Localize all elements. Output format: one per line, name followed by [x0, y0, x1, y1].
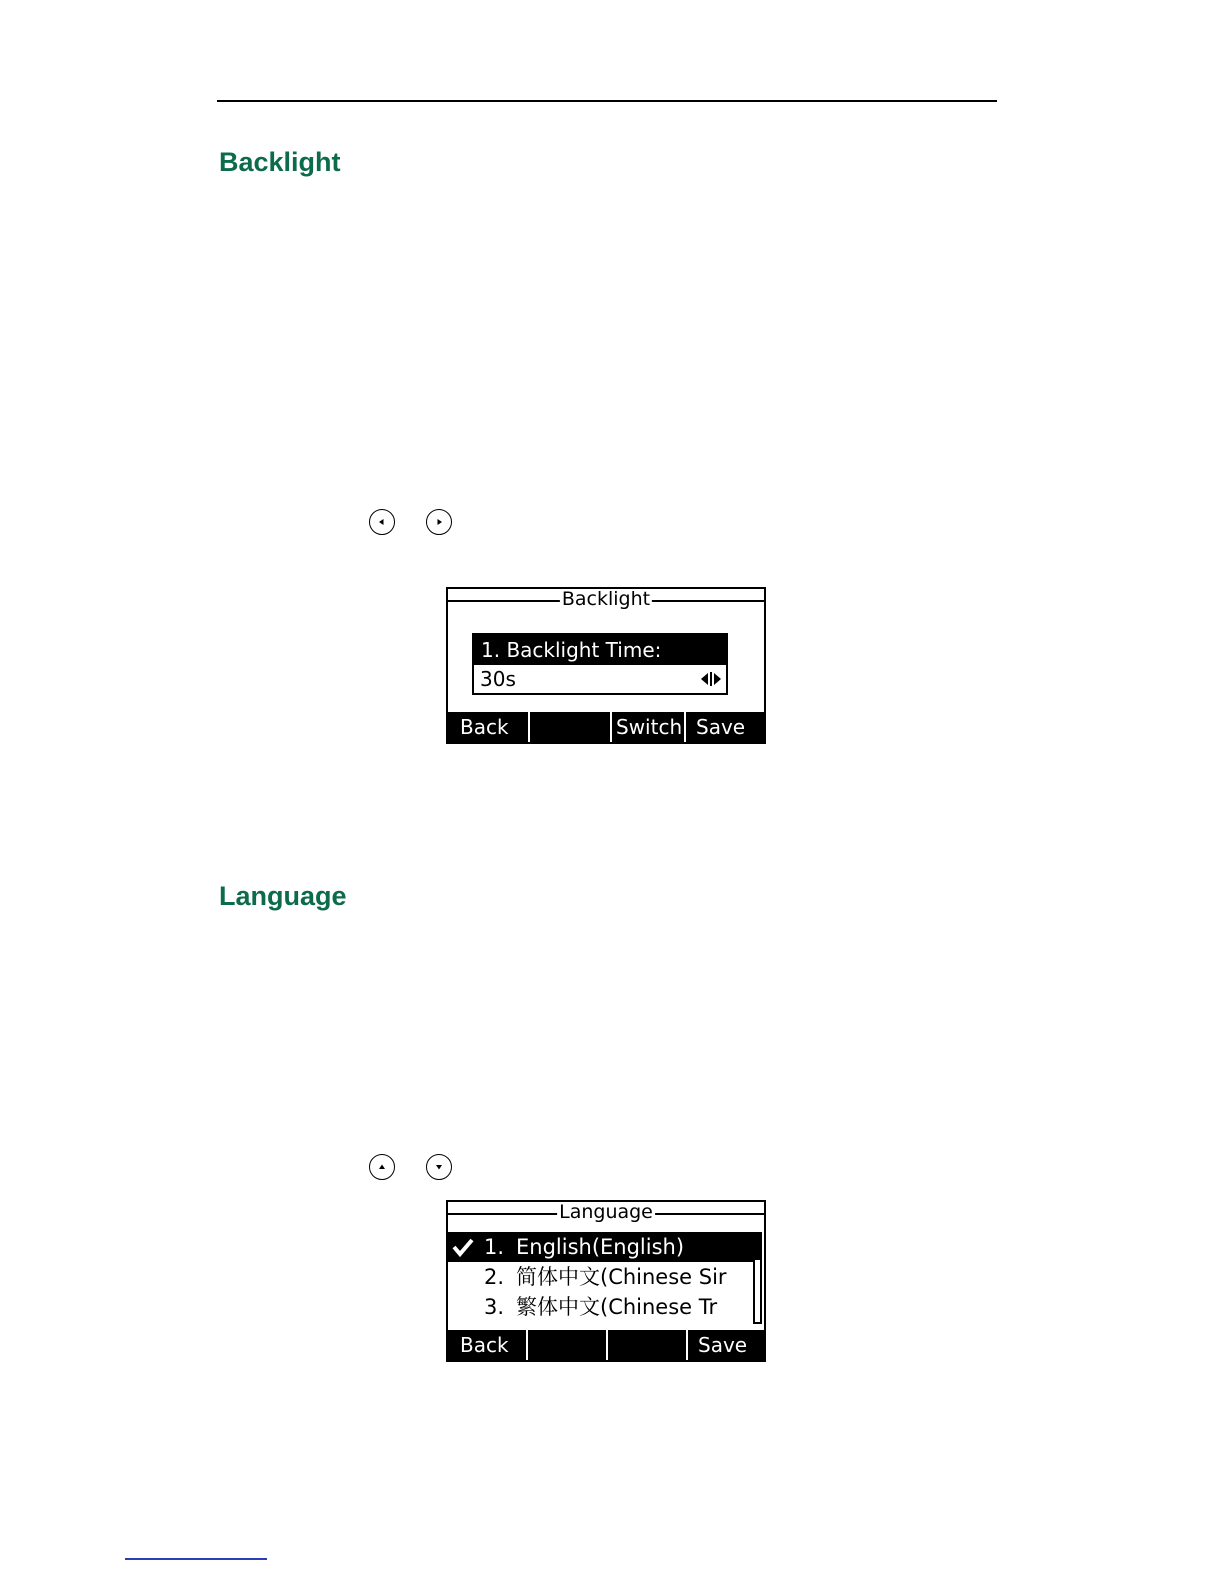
list-item-label: 繁体中文(Chinese Tr	[516, 1295, 718, 1319]
list-scrollbar[interactable]	[753, 1232, 762, 1324]
backlight-time-value-text: 30s	[480, 667, 516, 691]
down-navigation-key-icon	[426, 1154, 452, 1180]
softkey-back[interactable]: Back	[448, 1330, 528, 1360]
up-navigation-key-icon	[369, 1154, 395, 1180]
section-title-backlight: Backlight	[219, 147, 341, 177]
footer-link-rule	[125, 1558, 267, 1560]
backlight-time-label: 1. Backlight Time:	[474, 635, 726, 665]
list-item-label: English(English)	[516, 1235, 685, 1259]
list-item-number: 3.	[484, 1295, 505, 1319]
softkey-save[interactable]: Save	[698, 1333, 748, 1357]
softkey-switch[interactable]: Switch	[612, 712, 686, 742]
backlight-time-value[interactable]	[474, 665, 726, 693]
scrollbar-thumb[interactable]	[755, 1234, 760, 1260]
screen-title-bar	[448, 589, 764, 613]
language-item-english[interactable]	[448, 1232, 753, 1262]
language-screen	[446, 1200, 766, 1362]
list-item-number: 2.	[484, 1265, 505, 1289]
softkey-empty[interactable]	[528, 1330, 608, 1360]
section-title-language: Language	[219, 881, 347, 911]
screen-title-bar	[448, 1202, 764, 1226]
backlight-screen	[446, 587, 766, 744]
screen-title: Language	[559, 1201, 653, 1223]
header-rule	[217, 100, 997, 102]
language-list	[448, 1232, 753, 1322]
softkey-bar	[448, 712, 764, 742]
language-item-traditional-chinese[interactable]	[448, 1292, 753, 1322]
softkey-empty[interactable]	[608, 1330, 688, 1360]
softkey-save[interactable]: Save	[696, 715, 746, 739]
right-navigation-key-icon	[426, 509, 452, 535]
list-item-label: 简体中文(Chinese Sir	[516, 1265, 727, 1289]
list-item-number: 1.	[484, 1235, 505, 1259]
softkey-bar	[448, 1330, 764, 1360]
softkey-back[interactable]: Back	[448, 712, 530, 742]
softkey-empty[interactable]	[530, 712, 612, 742]
screen-title: Backlight	[561, 588, 651, 610]
backlight-time-field[interactable]	[472, 633, 728, 695]
left-right-arrows-icon	[700, 672, 722, 686]
language-item-simplified-chinese[interactable]	[448, 1262, 753, 1292]
left-navigation-key-icon	[369, 509, 395, 535]
checkmark-icon	[450, 1232, 476, 1262]
